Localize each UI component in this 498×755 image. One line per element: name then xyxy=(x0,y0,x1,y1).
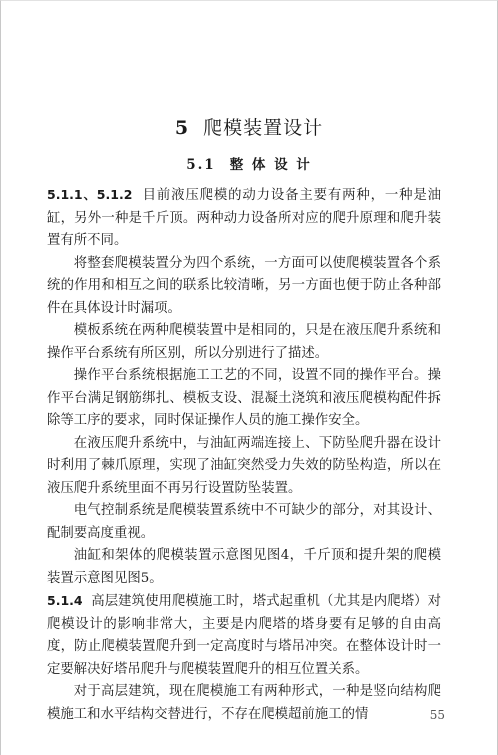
paragraph: 将整套爬模装置分为四个系统，一方面可以使爬模装置各个系统的作用和相互之间的联系比较清晰，另一方面也便于防止各种部件在具体设计时漏项。 xyxy=(47,255,441,316)
paragraph: 电气控制系统是爬模装置系统中不可缺少的部分，对其设计、配制要高度重视。 xyxy=(47,503,441,541)
paragraph xyxy=(47,184,441,253)
body-text xyxy=(47,184,441,726)
section-title-text: 整 体 设 计 xyxy=(229,157,312,173)
paragraph: 操作平台系统根据施工工艺的不同，设置不同的操作平台。操作平台满足钢筋绑扎、模板支设、混凝土浇筑和液压爬模构配件拆除等工序的要求，同时保证操作人员的施工操作安全。 xyxy=(47,368,441,428)
paragraph: 模板系统在两种爬模装置中是相同的，只是在液压爬升系统和操作平台系统有所区别，所以分别进行了描述。 xyxy=(47,323,441,361)
paragraph-text: 高层建筑使用爬模施工时，塔式起重机（尤其是内爬塔）对爬模设计的影响非常大，主要是内爬塔的塔身要有足够的自由高度，防止爬模装置爬升到一定高度时与塔吊冲突。在整体设计时一定要解决好塔吊爬升与爬模装置爬升的相互位置关系。 xyxy=(47,594,442,677)
clause-number: 5.1.1、5.1.2 xyxy=(47,187,133,202)
paragraph: 对于高层建筑，现在爬模施工有两种形式，一种是竖向结构爬模施工和水平结构交替进行，不存在爬模超前施工的情 xyxy=(47,684,441,722)
paragraph-text: 目前液压爬模的动力设备主要有两种，一种是油缸，另外一种是千斤顶。两种动力设备所对应的爬升原理和爬升装置有所不同。 xyxy=(47,188,442,248)
chapter-title-text: 爬模装置设计 xyxy=(203,117,324,139)
page-number: 55 xyxy=(429,708,445,722)
chapter-title xyxy=(1,113,497,140)
section-number: 5.1 xyxy=(186,157,216,173)
paragraph: 在液压爬升系统中，与油缸两端连接上、下防坠爬升器在设计时利用了棘爪原理，实现了油缸突然受力失效的防坠构造，所以在液压爬升系统里面不再另行设置防坠装置。 xyxy=(47,435,441,496)
paragraph: 油缸和架体的爬模装置示意图见图4，千斤顶和提升架的爬模装置示意图见图5。 xyxy=(47,548,441,586)
clause-number: 5.1.4 xyxy=(47,593,83,608)
section-title xyxy=(1,153,497,173)
chapter-number: 5 xyxy=(174,117,190,139)
paragraph xyxy=(47,590,441,681)
